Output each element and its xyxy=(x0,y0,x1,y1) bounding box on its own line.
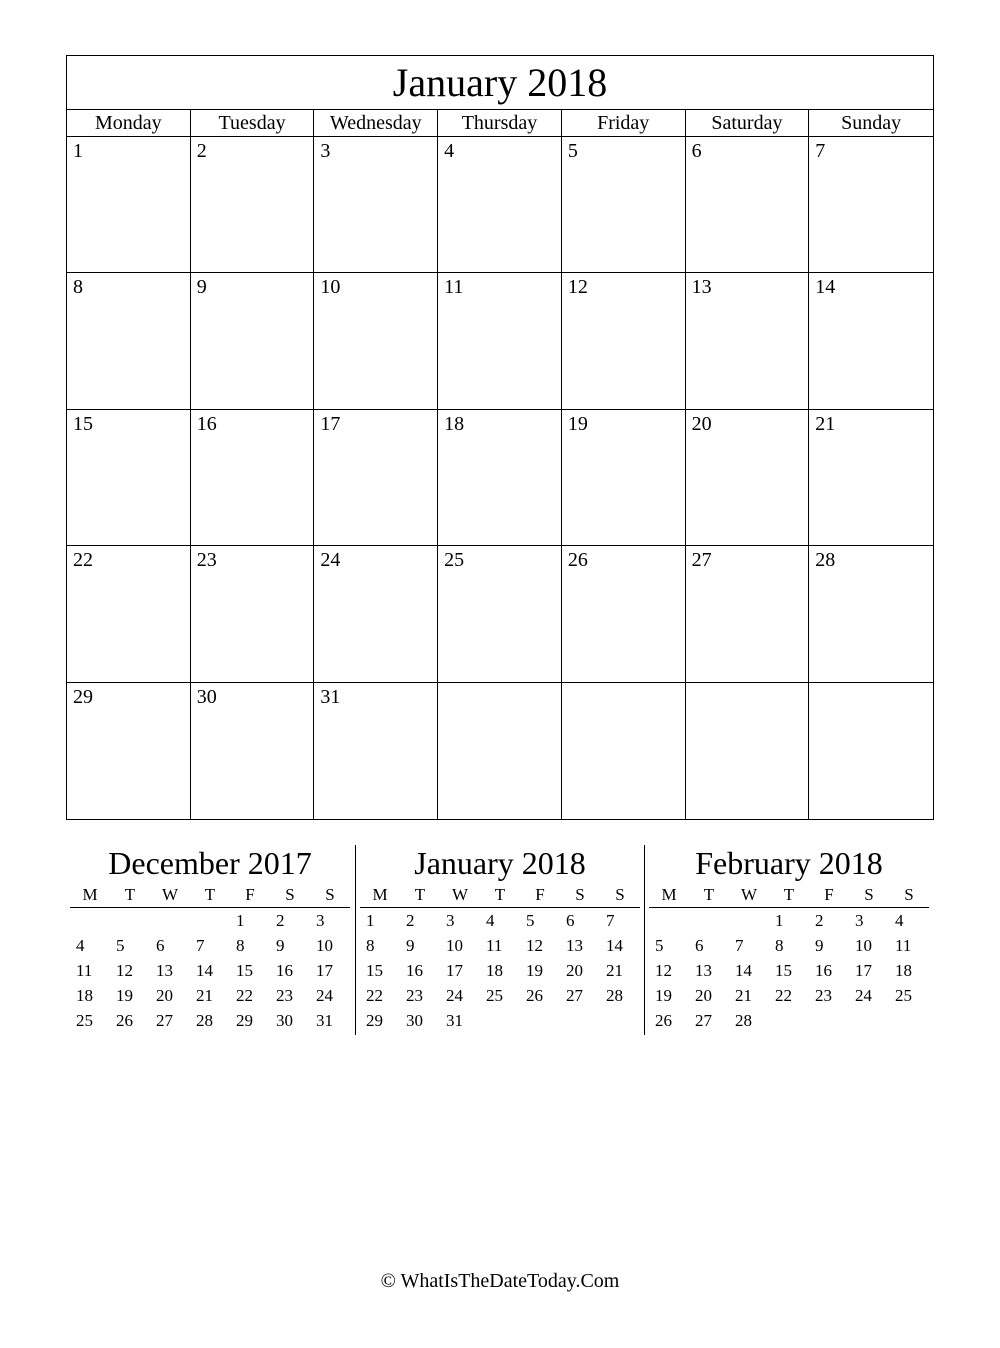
mini-day-grid xyxy=(649,908,929,1033)
mini-weekday-label: W xyxy=(740,885,758,904)
day-cell: 22 xyxy=(67,546,191,682)
mini-day: 27 xyxy=(566,986,583,1005)
mini-divider xyxy=(355,845,356,1035)
mini-day: 18 xyxy=(76,986,93,1005)
mini-day: 1 xyxy=(775,911,784,930)
mini-weekday-label: F xyxy=(824,885,834,904)
mini-day: 13 xyxy=(156,961,173,980)
mini-day: 13 xyxy=(566,936,583,955)
mini-day: 28 xyxy=(196,1011,213,1030)
main-calendar-title: January 2018 xyxy=(67,56,933,110)
day-cell xyxy=(562,683,686,819)
day-cell: 17 xyxy=(314,410,438,546)
mini-weekday-label: F xyxy=(535,885,545,904)
day-cell: 23 xyxy=(191,546,315,682)
mini-calendar-title: January 2018 xyxy=(414,845,586,881)
day-cell: 14 xyxy=(809,273,933,409)
mini-day: 2 xyxy=(815,911,824,930)
mini-day: 10 xyxy=(316,936,333,955)
mini-day: 26 xyxy=(655,1011,672,1030)
mini-calendars xyxy=(66,845,934,1037)
mini-day: 16 xyxy=(406,961,423,980)
mini-weekday-label: T xyxy=(494,885,506,904)
mini-day: 21 xyxy=(196,986,213,1005)
mini-day: 20 xyxy=(156,986,173,1005)
mini-day: 16 xyxy=(815,961,832,980)
mini-day: 11 xyxy=(895,936,912,955)
day-cell xyxy=(438,683,562,819)
mini-day: 14 xyxy=(606,936,623,955)
day-cell xyxy=(686,683,810,819)
day-cell: 18 xyxy=(438,410,562,546)
mini-day: 5 xyxy=(655,936,664,955)
mini-day: 31 xyxy=(446,1011,463,1030)
weekday-header: Friday xyxy=(562,110,686,136)
day-cell: 25 xyxy=(438,546,562,682)
mini-day: 12 xyxy=(655,961,672,980)
mini-day: 21 xyxy=(606,961,623,980)
mini-day: 8 xyxy=(366,936,375,955)
mini-day: 7 xyxy=(735,936,744,955)
mini-day: 27 xyxy=(695,1011,712,1030)
mini-day: 2 xyxy=(406,911,415,930)
mini-day: 16 xyxy=(276,961,293,980)
mini-calendar-january-2018 xyxy=(360,845,640,1033)
mini-day: 12 xyxy=(526,936,543,955)
mini-weekday-label: W xyxy=(161,885,179,904)
mini-day-grid xyxy=(360,908,640,1033)
mini-weekday-header xyxy=(360,883,640,908)
mini-weekday-label: T xyxy=(783,885,795,904)
mini-day: 17 xyxy=(446,961,463,980)
mini-day: 19 xyxy=(526,961,543,980)
mini-day xyxy=(70,908,110,933)
mini-day: 23 xyxy=(276,986,293,1005)
day-cell: 8 xyxy=(67,273,191,409)
day-cell: 3 xyxy=(314,137,438,273)
weekday-header: Sunday xyxy=(841,112,902,134)
mini-day: 23 xyxy=(406,986,423,1005)
mini-day: 21 xyxy=(735,986,752,1005)
mini-day: 4 xyxy=(76,936,85,955)
mini-weekday-label: S xyxy=(864,885,874,904)
mini-weekday-label: S xyxy=(285,885,295,904)
mini-calendar-title: December 2017 xyxy=(108,845,312,881)
mini-day xyxy=(689,908,729,933)
mini-day: 31 xyxy=(316,1011,333,1030)
day-cell: 7 xyxy=(809,137,933,273)
day-cell: 4 xyxy=(438,137,562,273)
day-cell: 1 xyxy=(67,137,191,273)
mini-day: 24 xyxy=(855,986,872,1005)
mini-day: 8 xyxy=(236,936,245,955)
day-cell: 29 xyxy=(67,683,191,819)
mini-weekday-label: S xyxy=(575,885,585,904)
day-cell: 6 xyxy=(686,137,810,273)
mini-day: 29 xyxy=(236,1011,253,1030)
mini-day: 3 xyxy=(446,911,455,930)
mini-weekday-label: T xyxy=(414,885,426,904)
mini-day: 24 xyxy=(316,986,333,1005)
mini-weekday-label: W xyxy=(451,885,469,904)
mini-calendar-february-2018 xyxy=(649,845,929,1033)
mini-day: 27 xyxy=(156,1011,173,1030)
mini-day: 11 xyxy=(76,961,93,980)
mini-day: 15 xyxy=(366,961,383,980)
mini-day: 25 xyxy=(895,986,912,1005)
mini-day: 17 xyxy=(316,961,333,980)
day-cell: 24 xyxy=(314,546,438,682)
mini-day: 25 xyxy=(76,1011,93,1030)
mini-weekday-header xyxy=(70,883,350,908)
mini-divider xyxy=(644,845,645,1035)
weekday-header-row xyxy=(67,110,933,137)
mini-calendar-december-2017 xyxy=(70,845,350,1033)
mini-day: 6 xyxy=(156,936,165,955)
main-calendar xyxy=(66,55,934,820)
day-cell: 31 xyxy=(314,683,438,819)
mini-weekday-label: M xyxy=(82,885,98,904)
mini-day xyxy=(729,908,769,933)
day-cell: 9 xyxy=(191,273,315,409)
weekday-header: Wednesday xyxy=(314,110,438,136)
mini-day xyxy=(649,908,689,933)
day-cell: 20 xyxy=(686,410,810,546)
mini-day: 6 xyxy=(566,911,575,930)
mini-day: 25 xyxy=(486,986,503,1005)
mini-day: 20 xyxy=(566,961,583,980)
mini-day: 9 xyxy=(276,936,285,955)
mini-day: 22 xyxy=(366,986,383,1005)
mini-day: 17 xyxy=(855,961,872,980)
day-cell xyxy=(809,683,933,819)
mini-day: 4 xyxy=(895,911,904,930)
day-cell: 26 xyxy=(562,546,686,682)
weekday-header: Tuesday xyxy=(191,110,315,136)
mini-day: 28 xyxy=(735,1011,752,1030)
mini-day: 19 xyxy=(116,986,133,1005)
mini-day: 24 xyxy=(446,986,463,1005)
mini-day: 20 xyxy=(695,986,712,1005)
mini-day: 9 xyxy=(815,936,824,955)
mini-weekday-label: S xyxy=(325,885,335,904)
mini-day: 3 xyxy=(316,911,325,930)
mini-day: 14 xyxy=(735,961,752,980)
mini-day: 8 xyxy=(775,936,784,955)
copyright-footer: © WhatIsTheDateToday.Com xyxy=(380,1270,620,1292)
mini-day: 1 xyxy=(236,911,245,930)
day-cell: 19 xyxy=(562,410,686,546)
mini-day: 30 xyxy=(406,1011,423,1030)
mini-day: 7 xyxy=(606,911,615,930)
mini-weekday-label: S xyxy=(615,885,625,904)
day-cell: 10 xyxy=(314,273,438,409)
mini-day xyxy=(110,908,150,933)
day-cell: 13 xyxy=(686,273,810,409)
mini-weekday-label: S xyxy=(904,885,914,904)
mini-day: 22 xyxy=(236,986,253,1005)
mini-day: 7 xyxy=(196,936,205,955)
mini-day: 10 xyxy=(855,936,872,955)
mini-weekday-label: F xyxy=(245,885,255,904)
mini-day: 2 xyxy=(276,911,285,930)
mini-day xyxy=(190,908,230,933)
mini-weekday-label: T xyxy=(204,885,216,904)
mini-day: 15 xyxy=(775,961,792,980)
mini-day: 15 xyxy=(236,961,253,980)
mini-day: 11 xyxy=(486,936,503,955)
mini-day: 6 xyxy=(695,936,704,955)
mini-day: 10 xyxy=(446,936,463,955)
day-cell: 27 xyxy=(686,546,810,682)
day-cell: 12 xyxy=(562,273,686,409)
mini-weekday-label: M xyxy=(372,885,388,904)
mini-weekday-label: T xyxy=(703,885,715,904)
mini-day: 23 xyxy=(815,986,832,1005)
mini-day: 9 xyxy=(406,936,415,955)
day-cell: 2 xyxy=(191,137,315,273)
mini-day: 14 xyxy=(196,961,213,980)
mini-weekday-label: T xyxy=(124,885,136,904)
weekday-header: Saturday xyxy=(686,110,810,136)
mini-day: 12 xyxy=(116,961,133,980)
mini-day: 5 xyxy=(116,936,125,955)
day-cell: 15 xyxy=(67,410,191,546)
mini-day: 13 xyxy=(695,961,712,980)
day-cell: 30 xyxy=(191,683,315,819)
mini-day: 29 xyxy=(366,1011,383,1030)
day-cell: 21 xyxy=(809,410,933,546)
mini-weekday-label: M xyxy=(661,885,677,904)
mini-weekday-header xyxy=(649,883,929,908)
day-cell: 28 xyxy=(809,546,933,682)
mini-day: 26 xyxy=(116,1011,133,1030)
month-grid xyxy=(67,137,933,819)
mini-day: 18 xyxy=(486,961,503,980)
day-cell: 16 xyxy=(191,410,315,546)
mini-day: 19 xyxy=(655,986,672,1005)
day-cell: 11 xyxy=(438,273,562,409)
mini-day: 5 xyxy=(526,911,535,930)
day-cell: 5 xyxy=(562,137,686,273)
mini-day: 26 xyxy=(526,986,543,1005)
mini-day: 30 xyxy=(276,1011,293,1030)
mini-day: 3 xyxy=(855,911,864,930)
mini-day-grid xyxy=(70,908,350,1033)
weekday-header: Monday xyxy=(67,110,191,136)
mini-calendar-title: February 2018 xyxy=(695,845,883,881)
mini-day: 18 xyxy=(895,961,912,980)
mini-day: 4 xyxy=(486,911,495,930)
weekday-header: Thursday xyxy=(438,110,562,136)
mini-day xyxy=(150,908,190,933)
mini-day: 22 xyxy=(775,986,792,1005)
mini-day: 28 xyxy=(606,986,623,1005)
mini-day: 1 xyxy=(366,911,375,930)
